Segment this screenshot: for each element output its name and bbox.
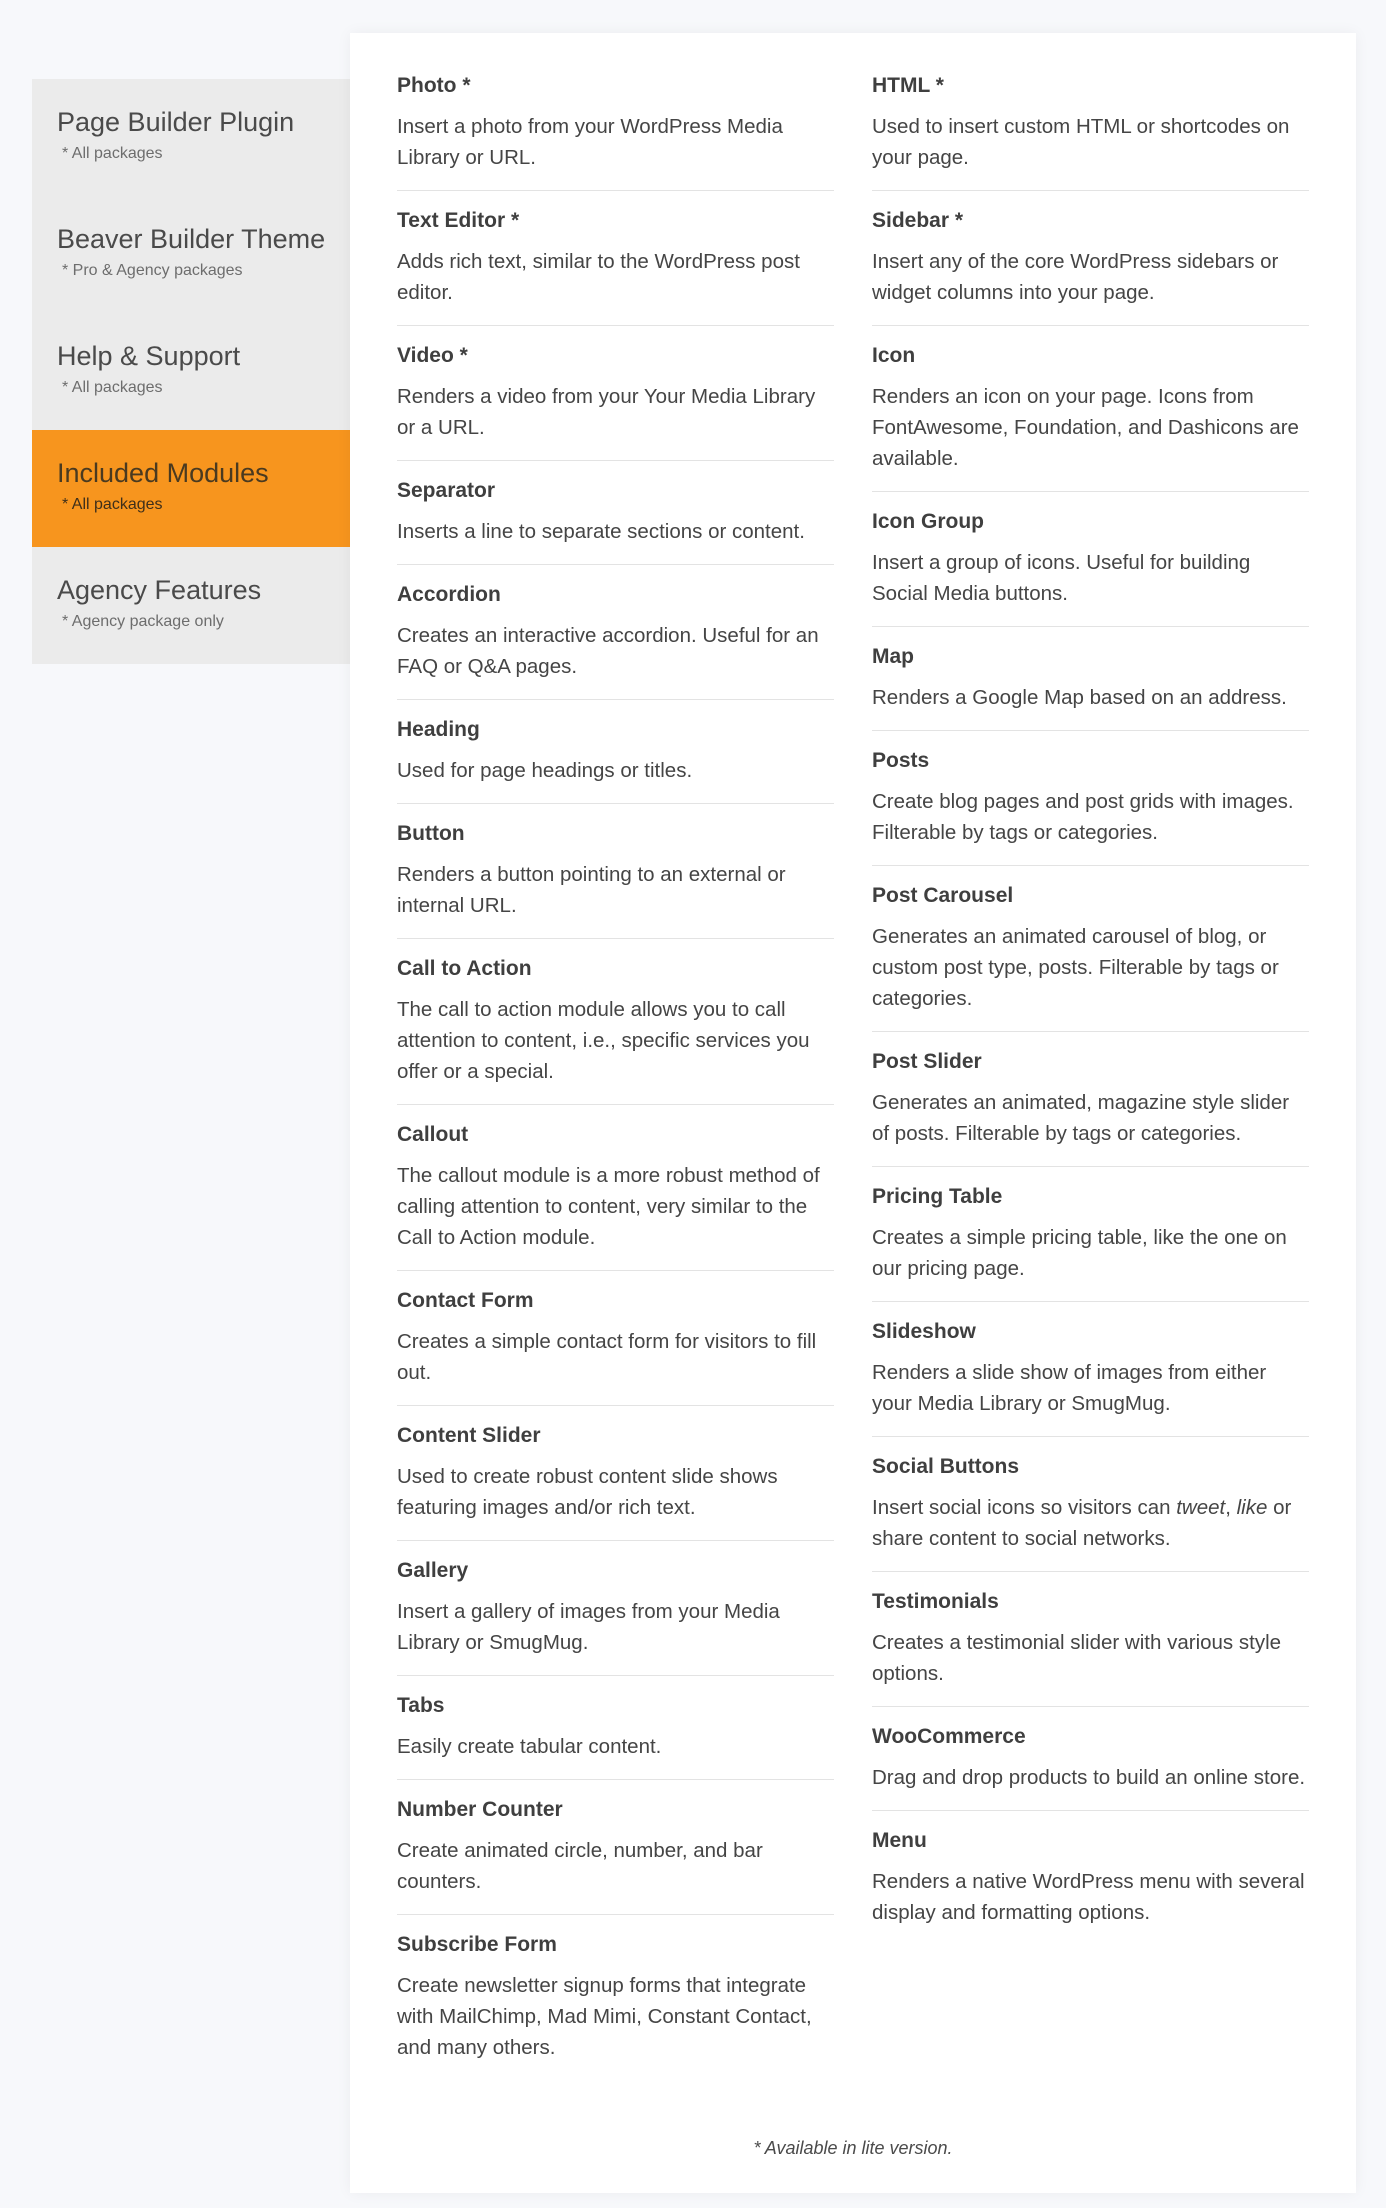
tab-help-support[interactable]: [32, 313, 350, 430]
module-description: Creates a testimonial slider with various style options.: [872, 1631, 1282, 1685]
module-item: [872, 1032, 1309, 1167]
module-item: [397, 700, 834, 804]
module-item: [397, 461, 834, 565]
module-title: Video *: [397, 344, 468, 367]
module-item: [397, 1541, 834, 1676]
module-description: Renders an icon on your page. Icons from FontAwesome, Foundation, and Dashicons are available.: [872, 385, 1299, 470]
module-item: [872, 731, 1309, 866]
module-item: [397, 326, 834, 461]
module-description: Generates an animated, magazine style slider of posts. Filterable by tags or categories.: [872, 1091, 1290, 1145]
modules-column-right: [872, 73, 1309, 1945]
desc-text: ,: [1225, 1496, 1237, 1519]
module-item: [872, 627, 1309, 731]
module-description: Easily create tabular content.: [397, 1735, 662, 1758]
module-description: Inserts a line to separate sections or content.: [397, 520, 805, 543]
module-description: Used for page headings or titles.: [397, 759, 693, 782]
module-title: Icon: [872, 344, 916, 367]
module-item: [872, 191, 1309, 326]
module-item: [397, 73, 834, 191]
module-title: Accordion: [397, 583, 501, 606]
module-title: Callout: [397, 1123, 469, 1146]
module-description: Generates an animated carousel of blog, or custom post type, posts. Filterable by tags or categories.: [872, 925, 1279, 1010]
tab-title: Included Modules: [57, 458, 269, 488]
modules-panel: [350, 33, 1356, 2193]
tab-agency-features[interactable]: [32, 547, 350, 664]
module-item: [397, 1915, 834, 2080]
desc-emphasis: like: [1236, 1496, 1268, 1519]
module-description: Used to create robust content slide shows featuring images and/or rich text.: [397, 1465, 778, 1519]
module-item: [397, 1676, 834, 1780]
module-item: [872, 1707, 1309, 1811]
module-item: [872, 1811, 1309, 1945]
module-title: Gallery: [397, 1559, 469, 1582]
module-title: Sidebar *: [872, 209, 964, 232]
module-description: Drag and drop products to build an online store.: [872, 1766, 1306, 1789]
module-title: Call to Action: [397, 957, 532, 980]
module-description: The call to action module allows you to call attention to content, i.e., specific services you offer or a special.: [397, 998, 810, 1083]
tab-subtitle: * All packages: [62, 145, 163, 162]
module-item: [397, 804, 834, 939]
module-description: Creates an interactive accordion. Useful for an FAQ or Q&A pages.: [397, 624, 819, 678]
module-title: WooCommerce: [872, 1725, 1026, 1748]
module-title: HTML *: [872, 74, 944, 97]
module-description: Creates a simple pricing table, like the one on our pricing page.: [872, 1226, 1287, 1280]
module-item: [397, 1271, 834, 1406]
module-title: Slideshow: [872, 1320, 976, 1343]
module-title: Post Carousel: [872, 884, 1014, 907]
tab-title: Beaver Builder Theme: [57, 224, 326, 254]
modules-column-left: [397, 73, 834, 2080]
module-item: [397, 1780, 834, 1915]
module-title: Heading: [397, 718, 480, 741]
module-title: Separator: [397, 479, 496, 502]
module-title: Post Slider: [872, 1050, 982, 1073]
tab-page-builder-plugin[interactable]: [32, 79, 350, 196]
lite-version-footnote: * Available in lite version.: [753, 2138, 953, 2158]
module-description: Insert a group of icons. Useful for building Social Media buttons.: [872, 551, 1251, 605]
tab-title: Agency Features: [57, 575, 262, 605]
module-item: [397, 565, 834, 700]
module-description: Create newsletter signup forms that integrate with MailChimp, Mad Mimi, Constant Contact, and many others.: [397, 1974, 812, 2059]
module-title: Icon Group: [872, 510, 984, 533]
module-description: Adds rich text, similar to the WordPress post editor.: [397, 250, 800, 304]
module-description: Creates a simple contact form for visitors to fill out.: [397, 1330, 817, 1384]
module-description: Renders a video from your Your Media Library or a URL.: [397, 385, 816, 439]
module-item: [872, 866, 1309, 1032]
module-description: Insert any of the core WordPress sidebars or widget columns into your page.: [872, 250, 1279, 304]
module-item: [872, 1167, 1309, 1302]
module-description: Used to insert custom HTML or shortcodes on your page.: [872, 115, 1290, 169]
module-item: [872, 492, 1309, 627]
desc-text: or share content to social networks.: [872, 1496, 1292, 1550]
module-title: Social Buttons: [872, 1455, 1020, 1478]
module-title: Text Editor *: [397, 209, 520, 232]
tab-title: Help & Support: [57, 341, 241, 371]
module-item: [397, 191, 834, 326]
module-title: Photo *: [397, 74, 471, 97]
module-item: [872, 73, 1309, 191]
module-title: Button: [397, 822, 465, 845]
desc-emphasis: tweet: [1176, 1496, 1226, 1519]
sidebar-tabs: [32, 79, 350, 664]
module-title: Menu: [872, 1829, 927, 1852]
module-title: Posts: [872, 749, 930, 772]
module-item: [872, 1437, 1309, 1572]
module-title: Tabs: [397, 1694, 445, 1717]
module-description: Insert a gallery of images from your Media Library or SmugMug.: [397, 1600, 780, 1654]
module-item: [397, 1406, 834, 1541]
tab-subtitle: * All packages: [62, 379, 163, 396]
module-item: [872, 326, 1309, 492]
module-description: Insert a photo from your WordPress Media Library or URL.: [397, 115, 783, 169]
module-item: [872, 1302, 1309, 1437]
module-title: Subscribe Form: [397, 1933, 557, 1956]
module-description: [872, 1492, 1309, 1554]
tab-beaver-builder-theme[interactable]: [32, 196, 350, 313]
tab-subtitle: * Agency package only: [62, 613, 224, 630]
module-title: Contact Form: [397, 1289, 534, 1312]
module-title: Number Counter: [397, 1798, 563, 1821]
module-title: Content Slider: [397, 1424, 541, 1447]
module-description: Create animated circle, number, and bar counters.: [397, 1839, 763, 1893]
module-title: Testimonials: [872, 1590, 999, 1613]
module-title: Pricing Table: [872, 1185, 1003, 1208]
module-item: [872, 1572, 1309, 1707]
module-description: Create blog pages and post grids with images. Filterable by tags or categories.: [872, 790, 1294, 844]
module-description: Renders a button pointing to an external or internal URL.: [397, 863, 786, 917]
module-description: Renders a Google Map based on an address.: [872, 686, 1287, 709]
module-item: [397, 939, 834, 1105]
module-description: Renders a slide show of images from either your Media Library or SmugMug.: [872, 1361, 1267, 1415]
module-item: [397, 1105, 834, 1271]
tab-subtitle: * Pro & Agency packages: [62, 262, 243, 279]
desc-text: Insert social icons so visitors can: [872, 1496, 1177, 1519]
tab-included-modules[interactable]: [32, 430, 350, 547]
module-title: Map: [872, 645, 914, 668]
module-description: Renders a native WordPress menu with several display and formatting options.: [872, 1870, 1305, 1924]
tab-title: Page Builder Plugin: [57, 107, 295, 137]
tab-subtitle: * All packages: [62, 496, 163, 513]
module-description: The callout module is a more robust method of calling attention to content, very similar to the Call to Action module.: [397, 1164, 820, 1249]
